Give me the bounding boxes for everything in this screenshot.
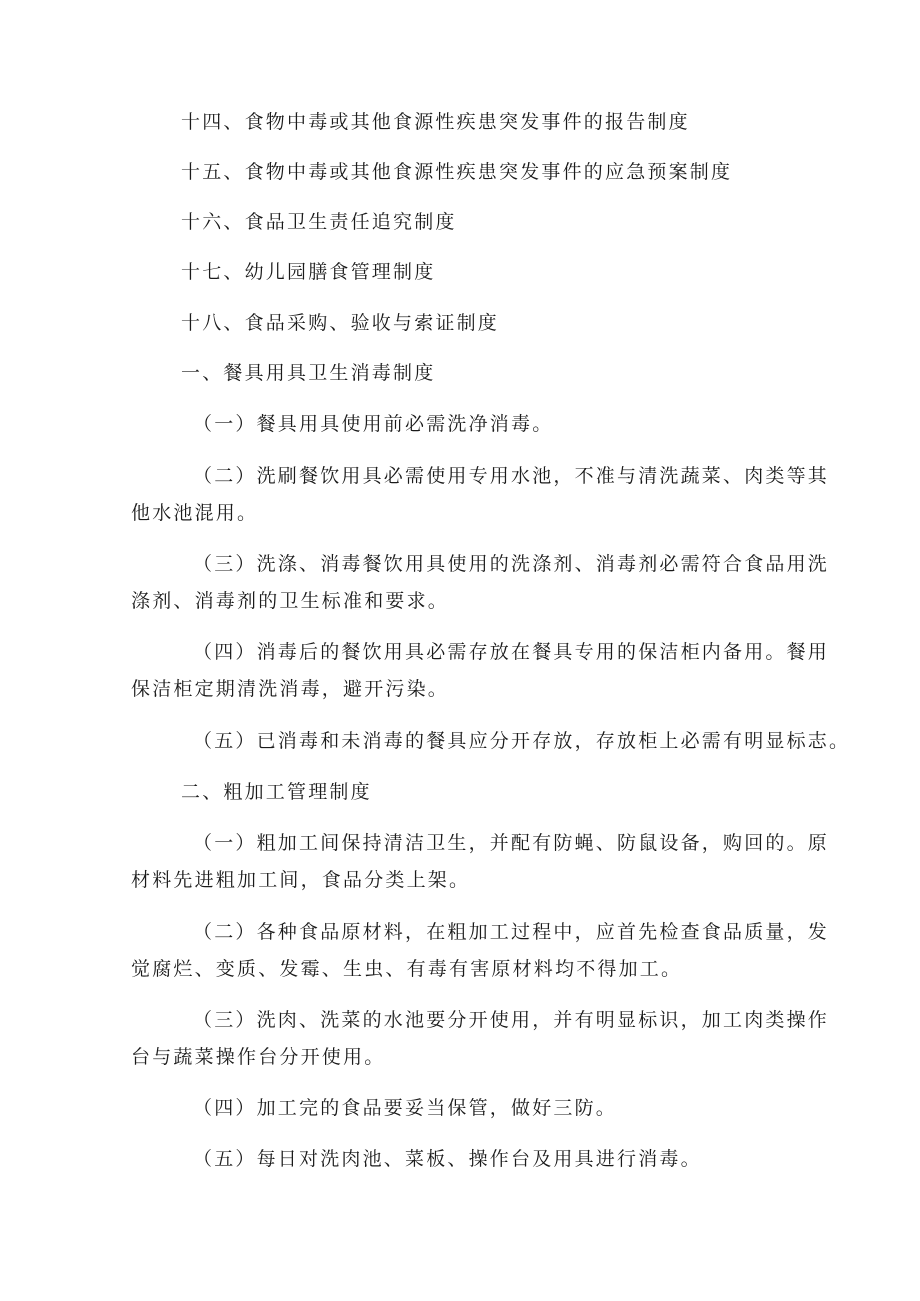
paragraph-line: （五）每日对洗肉池、菜板、操作台及用具进行消毒。 bbox=[193, 1148, 702, 1170]
paragraph-line: （二）洗刷餐饮用具必需使用专用水池，不准与清洗蔬菜、肉类等其 bbox=[193, 465, 830, 487]
list-item: 十八、食品采购、验收与索证制度 bbox=[181, 312, 500, 334]
paragraph-line: （三）洗肉、洗菜的水池要分开使用，并有明显标识，加工肉类操作 bbox=[193, 1009, 830, 1031]
paragraph-line: （四）加工完的食品要妥当保管，做好三防。 bbox=[193, 1097, 618, 1119]
paragraph-line: 觉腐烂、变质、发霉、生虫、有毒有害原材料均不得加工。 bbox=[131, 958, 683, 980]
list-item: 十四、食物中毒或其他食源性疾患突发事件的报告制度 bbox=[181, 111, 690, 133]
paragraph-line: （二）各种食品原材料，在粗加工过程中，应首先检查食品质量，发 bbox=[193, 921, 830, 943]
paragraph-line: （四）消毒后的餐饮用具必需存放在餐具专用的保洁柜内备用。餐用 bbox=[193, 641, 830, 663]
list-item: 十七、幼儿园膳食管理制度 bbox=[181, 261, 436, 283]
list-item: 十六、食品卫生责任追究制度 bbox=[181, 211, 457, 233]
paragraph-line: 他水池混用。 bbox=[131, 502, 259, 524]
section-heading: 二、粗加工管理制度 bbox=[181, 781, 372, 803]
paragraph-line: （三）洗涤、消毒餐饮用具使用的洗涤剂、消毒剂必需符合食品用洗 bbox=[193, 553, 830, 575]
paragraph-line: 保洁柜定期清洗消毒，避开污染。 bbox=[131, 678, 450, 700]
list-item: 十五、食物中毒或其他食源性疾患突发事件的应急预案制度 bbox=[181, 161, 733, 183]
paragraph-line: 涤剂、消毒剂的卫生标准和要求。 bbox=[131, 590, 450, 612]
paragraph-line: （五）已消毒和未消毒的餐具应分开存放，存放柜上必需有明显标志。 bbox=[193, 730, 851, 752]
paragraph-line: （一）餐具用具使用前必需洗净消毒。 bbox=[193, 413, 554, 435]
paragraph-line: 台与蔬菜操作台分开使用。 bbox=[131, 1046, 386, 1068]
section-heading: 一、餐具用具卫生消毒制度 bbox=[181, 362, 436, 384]
paragraph-line: 材料先进粗加工间，食品分类上架。 bbox=[131, 869, 471, 891]
paragraph-line: （一）粗加工间保持清洁卫生，并配有防蝇、防鼠设备，购回的。原 bbox=[193, 832, 830, 854]
